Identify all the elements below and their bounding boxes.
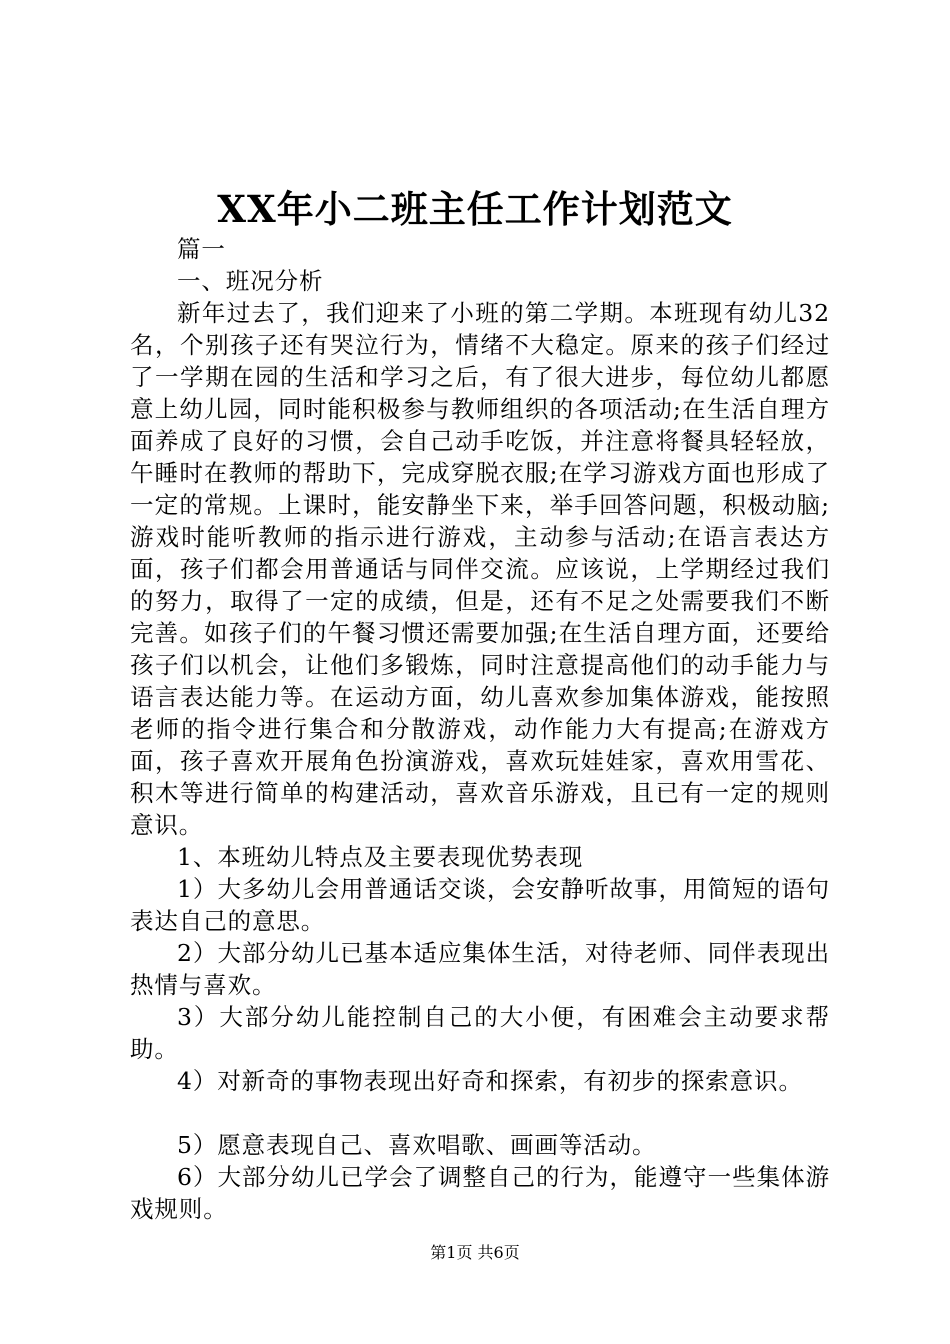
section-label: 篇一 xyxy=(177,235,226,263)
subsection-heading: 1、本班幼儿特点及主要表现优势表现 xyxy=(177,843,584,871)
list-item: 3）大部分幼儿能控制自己的大小便，有困难会主动要求帮助。 xyxy=(130,1003,830,1063)
list-item: 1）大多幼儿会用普通话交谈，会安静听故事，用简短的语句表达自己的意思。 xyxy=(130,875,830,935)
list-item: 5）愿意表现自己、喜欢唱歌、画画等活动。 xyxy=(177,1131,657,1159)
body-paragraph: 新年过去了，我们迎来了小班的第二学期。本班现有幼儿32名，个别孩子还有哭泣行为，情绪不大稳定。原来的孩子们经过了一学期在园的生活和学习之后，有了很大进步，每位幼儿都愿意上幼儿园，同时能积极参与教师组织的各项活动;在生活自理方面养成了良好的习惯，会自己动手吃饭，并注意将餐具轻轻放，午睡时在教师的帮助下，完成穿脱衣服;在学习游戏方面也形成了一定的常规。上课时，能安静坐下来，举手回答问题，积极动脑;游戏时能听教师的指示进行游戏，主动参与活动;在语言表达方面，孩子们都会用普通话与同伴交流。应该说，上学期经过我们的努力，取得了一定的成绩，但是，还有不足之处需要我们不断完善。如孩子们的午餐习惯还需要加强;在生活自理方面，还要给孩子们以机会，让他们多锻炼，同时注意提高他们的动手能力与语言表达能力等。在运动方面，幼儿喜欢参加集体游戏，能按照老师的指令进行集合和分散游戏，动作能力大有提高;在游戏方面，孩子喜欢开展角色扮演游戏，喜欢玩娃娃家，喜欢用雪花、积木等进行简单的构建活动，喜欢音乐游戏，且已有一定的规则意识。 xyxy=(130,299,830,839)
list-item: 4）对新奇的事物表现出好奇和探索，有初步的探索意识。 xyxy=(177,1067,803,1095)
section-heading: 一、班况分析 xyxy=(177,267,324,295)
document-body xyxy=(130,233,830,1225)
document-title: XX年小二班主任工作计划范文 xyxy=(217,187,733,231)
list-item: 6）大部分幼儿已学会了调整自己的行为，能遵守一些集体游戏规则。 xyxy=(130,1163,830,1223)
list-item: 2）大部分幼儿已基本适应集体生活，对待老师、同伴表现出热情与喜欢。 xyxy=(130,939,830,999)
page-footer: 第1页 共6页 xyxy=(430,1243,520,1262)
